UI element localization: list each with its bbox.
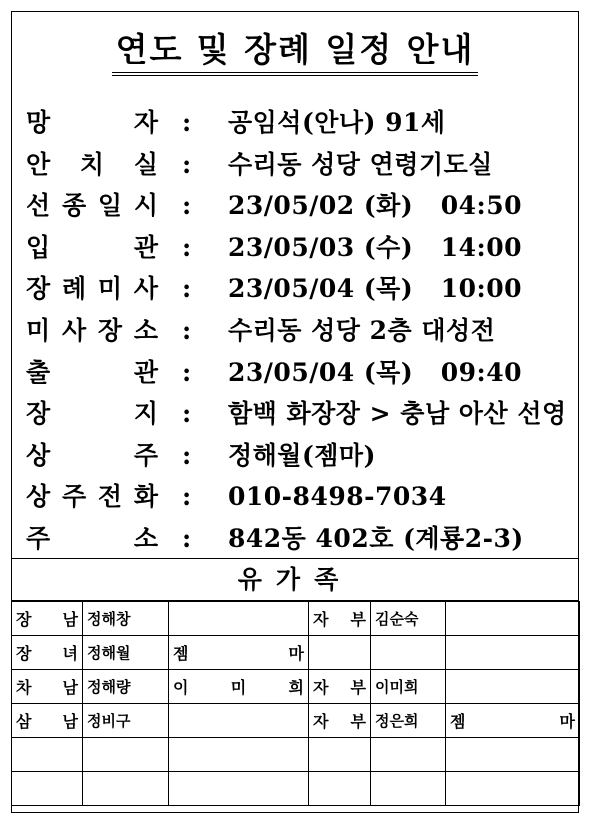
spouse-relation-cell — [309, 704, 371, 738]
info-colon: : — [182, 524, 192, 553]
info-value: 842동 402호 (계룡2-3) — [228, 524, 524, 553]
info-value: 010-8498-7034 — [228, 482, 447, 512]
info-value: 정해월(젬마) — [228, 440, 376, 470]
relation-cell — [12, 602, 83, 636]
relation-cell — [12, 704, 83, 738]
info-label: 상 주 — [26, 440, 158, 470]
relation-cell — [12, 670, 83, 704]
info-colon: : — [182, 316, 192, 345]
bereaved-row — [12, 772, 580, 806]
relation-cell — [12, 636, 83, 670]
baptism-name-cell — [169, 636, 309, 670]
spouse-relation-cell-text: 자 부 — [313, 712, 366, 731]
info-row — [12, 393, 578, 435]
name-cell-text: 정해창 — [87, 610, 131, 628]
name-cell — [83, 602, 169, 636]
info-colon: : — [182, 357, 192, 387]
spouse-name-cell — [371, 602, 446, 636]
info-label: 상 주 전 화 — [26, 482, 158, 512]
baptism-name-cell-text: 젬 마 — [173, 644, 304, 663]
info-colon: : — [182, 149, 192, 179]
spouse-relation-cell — [309, 636, 371, 670]
info-row — [12, 310, 578, 352]
page-title: 연도 및 장례 일정 안내 — [112, 30, 479, 76]
info-value: 수리동 성당 2층 대성전 — [228, 316, 496, 345]
spouse-baptism-cell — [446, 636, 580, 670]
spouse-name-cell — [371, 704, 446, 738]
baptism-name-cell-text: 이 미 희 — [173, 678, 304, 697]
info-label: 미 사 장 소 — [26, 316, 158, 345]
info-colon: : — [182, 232, 192, 262]
spouse-baptism-cell — [446, 602, 580, 636]
bereaved-row — [12, 738, 580, 772]
bereaved-row — [12, 670, 580, 704]
relation-cell — [12, 772, 83, 806]
bereaved-table — [11, 601, 580, 806]
info-label: 입 관 — [26, 232, 158, 262]
spouse-relation-cell-text: 자 부 — [313, 678, 366, 697]
relation-cell-text: 차 남 — [16, 678, 78, 697]
info-row — [12, 518, 578, 560]
baptism-name-cell — [169, 704, 309, 738]
info-row — [12, 476, 578, 518]
spouse-name-cell — [371, 772, 446, 806]
bereaved-row — [12, 704, 580, 738]
info-value: 공임석(안나) 91세 — [228, 108, 446, 137]
name-cell — [83, 636, 169, 670]
info-row — [12, 227, 578, 269]
spouse-name-cell-text: 이미희 — [375, 678, 419, 696]
spouse-name-cell-text: 김순숙 — [375, 610, 419, 628]
relation-cell-text: 장 남 — [16, 610, 78, 629]
bereaved-header: 유가족 — [12, 559, 578, 601]
info-colon: : — [182, 274, 192, 304]
info-colon: : — [182, 440, 192, 470]
spouse-relation-cell — [309, 738, 371, 772]
bereaved-family-section — [12, 558, 578, 812]
info-colon: : — [182, 399, 192, 429]
baptism-name-cell — [169, 670, 309, 704]
info-label: 안 치 실 — [26, 149, 158, 179]
notice-frame — [11, 11, 579, 813]
name-cell-text: 정해월 — [87, 644, 131, 662]
name-cell — [83, 772, 169, 806]
bereaved-row — [12, 602, 580, 636]
spouse-relation-cell-text: 자 부 — [313, 610, 366, 629]
info-label: 선 종 일 시 — [26, 191, 158, 221]
info-row — [12, 435, 578, 477]
info-label: 망 자 — [26, 108, 158, 137]
info-label: 주 소 — [26, 524, 158, 553]
relation-cell-text: 삼 남 — [16, 712, 78, 731]
info-label: 장 례 미 사 — [26, 274, 158, 304]
spouse-baptism-cell — [446, 738, 580, 772]
spouse-name-cell — [371, 670, 446, 704]
info-row — [12, 352, 578, 394]
info-value: 23/05/04 (목) 09:40 — [228, 357, 523, 387]
relation-cell-text: 장 녀 — [16, 644, 78, 663]
spouse-baptism-cell-text: 젬 마 — [450, 712, 575, 731]
info-label: 출 관 — [26, 357, 158, 387]
info-row — [12, 185, 578, 227]
info-label: 장 지 — [26, 399, 158, 429]
bereaved-row — [12, 636, 580, 670]
spouse-relation-cell — [309, 670, 371, 704]
baptism-name-cell — [169, 738, 309, 772]
title-area — [12, 30, 578, 76]
info-value: 수리동 성당 연령기도실 — [228, 149, 493, 179]
name-cell-text: 정비구 — [87, 712, 131, 730]
name-cell — [83, 670, 169, 704]
info-row — [12, 102, 578, 144]
name-cell-text: 정해량 — [87, 678, 131, 696]
spouse-relation-cell — [309, 772, 371, 806]
name-cell — [83, 704, 169, 738]
spouse-baptism-cell — [446, 704, 580, 738]
spouse-baptism-cell — [446, 772, 580, 806]
name-cell — [83, 738, 169, 772]
spouse-name-cell — [371, 636, 446, 670]
baptism-name-cell — [169, 602, 309, 636]
info-row — [12, 144, 578, 186]
spouse-relation-cell — [309, 602, 371, 636]
spouse-baptism-cell — [446, 670, 580, 704]
relation-cell — [12, 738, 83, 772]
info-value: 23/05/04 (목) 10:00 — [228, 274, 523, 304]
info-value: 23/05/02 (화) 04:50 — [228, 191, 523, 221]
info-value: 함백 화장장 > 충남 아산 선영 — [228, 399, 567, 429]
info-row — [12, 268, 578, 310]
info-colon: : — [182, 191, 192, 221]
info-value: 23/05/03 (수) 14:00 — [228, 232, 523, 262]
baptism-name-cell — [169, 772, 309, 806]
spouse-name-cell-text: 정은희 — [375, 712, 419, 730]
spouse-name-cell — [371, 738, 446, 772]
info-colon: : — [182, 482, 192, 512]
info-colon: : — [182, 108, 192, 137]
